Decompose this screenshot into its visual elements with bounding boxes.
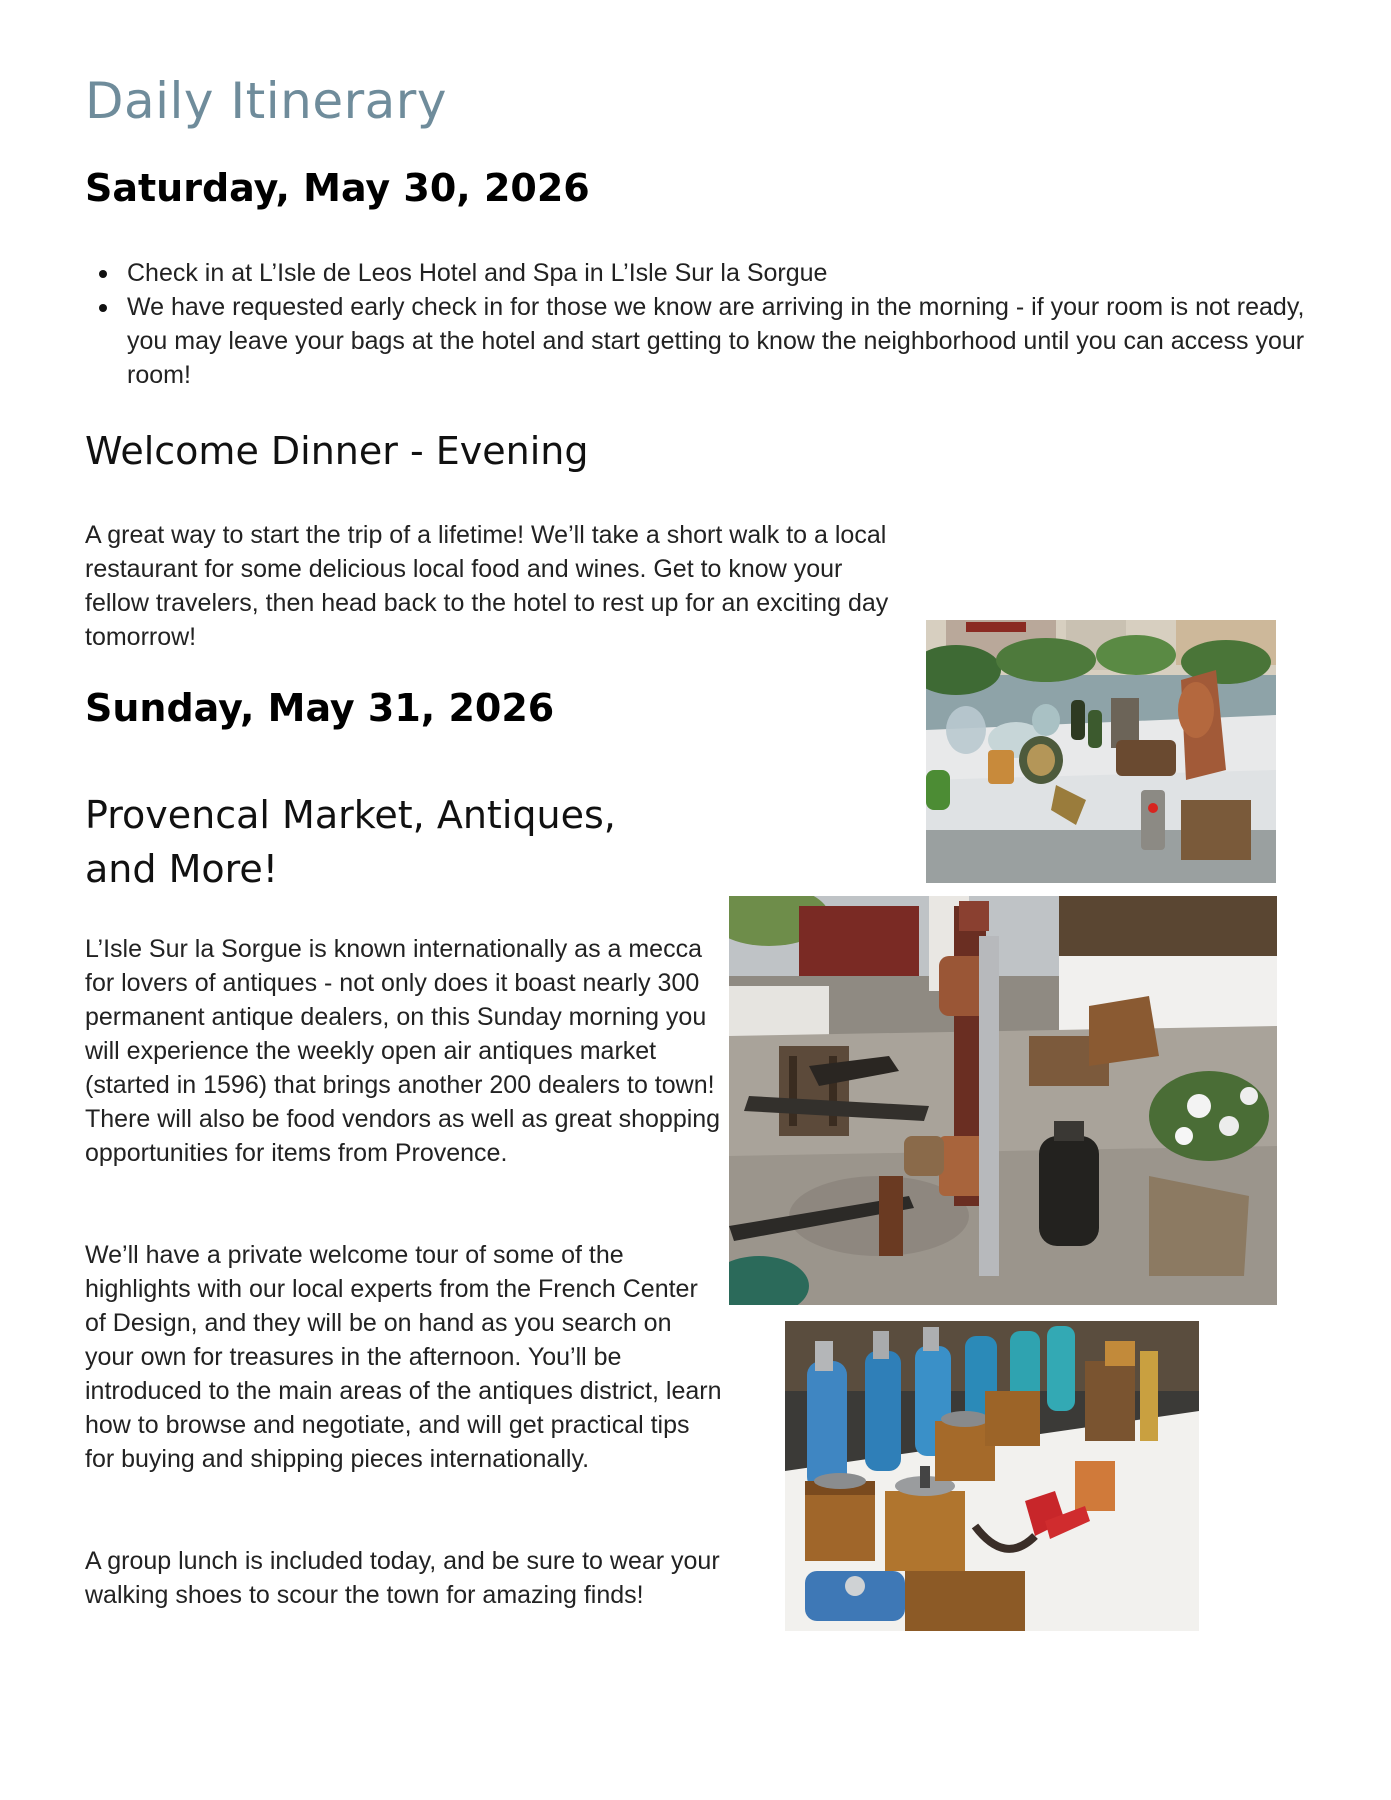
section-heading-provencal-market: Provencal Market, Antiques, and More!: [85, 793, 616, 891]
siphon-bottles-coffee-grinders-photo: [785, 1321, 1199, 1631]
day-heading-saturday: Saturday, May 30, 2026: [85, 166, 590, 210]
saturday-bullet-list: [85, 256, 1325, 392]
antiques-table-photo: [926, 620, 1276, 883]
market-paragraph-lunch: A group lunch is included today, and be sure to wear your walking shoes to scour the town for amazing finds!: [85, 1547, 720, 1609]
list-item: We have requested early check in for those we know are arriving in the morning - if your room is not ready, you may leave your bags at the hotel and start getting to know the neighborhood until you can access your room!: [85, 290, 1325, 392]
market-paragraph-intro: L’Isle Sur la Sorgue is known internationally as a mecca for lovers of antiques - not only does it boast nearly 300 permanent antique dealers, on this Sunday morning you will experience the weekly open air antiques market (started in 1596) that brings another 200 dealers to town! There will also be food vendors as well as great shopping opportunities for items from Provence.: [85, 935, 721, 1167]
section-heading-welcome-dinner: Welcome Dinner - Evening: [85, 429, 589, 473]
outdoor-antiques-market-photo: [729, 896, 1277, 1305]
market-paragraph-tour: We’ll have a private welcome tour of some of the highlights with our local experts from the French Center of Design, and they will be on hand as you search on your own for treasures in the afternoon. You’ll be introduced to the main areas of the antiques district, learn how to browse and negotiate, and will get practical tips for buying and shipping pieces internationally.: [85, 1241, 722, 1473]
day-heading-sunday: Sunday, May 31, 2026: [85, 686, 555, 730]
page-title: Daily Itinerary: [85, 72, 447, 130]
welcome-dinner-paragraph: A great way to start the trip of a lifetime! We’ll take a short walk to a local restaurant for some delicious local food and wines. Get to know your fellow travelers, then head back to the hotel to rest up for an exciting day tomorrow!: [85, 521, 889, 651]
list-item: Check in at L’Isle de Leos Hotel and Spa in L’Isle Sur la Sorgue: [85, 256, 1325, 290]
